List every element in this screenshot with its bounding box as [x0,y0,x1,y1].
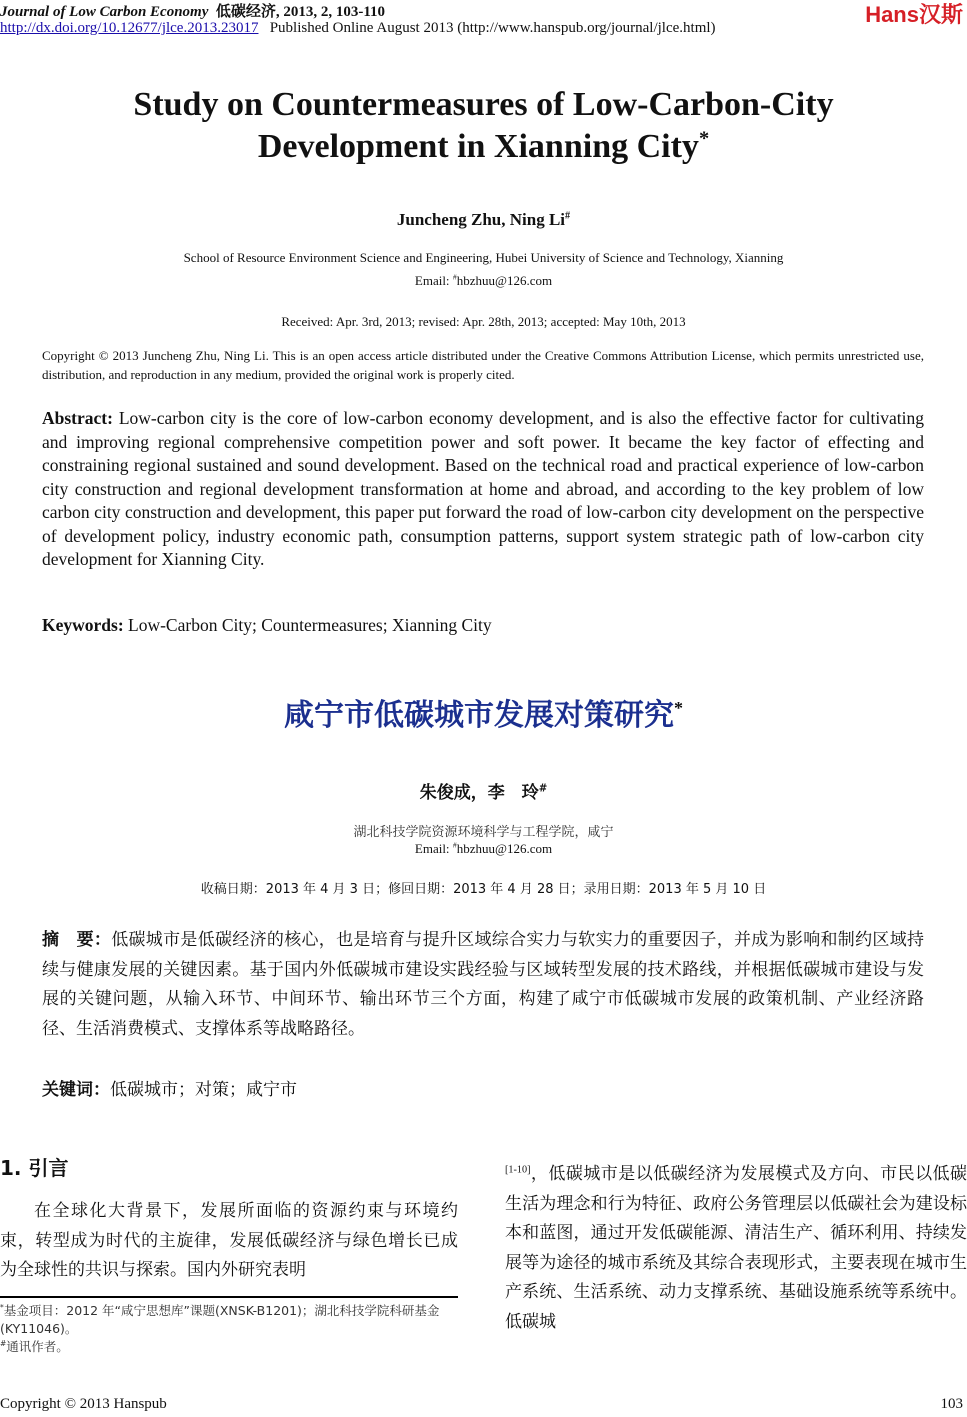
cn-title [0,690,967,734]
footnote-divider [0,1296,458,1298]
title-line2: Development in Xianning City [257,128,699,165]
cn-abstract-text: 低碳城市是低碳经济的核心，也是培育与提升区域综合实力与软实力的重要因子，并成为影响和制约区域持续与健康发展的关键因素。基于国内外低碳城市建设实践经验与区域转型发展的技术路线，并根据低碳城市建设与发展的关键问题，从输入环节、中间环节、输出环节三个方面，构建了咸宁市低碳城市发展的政策机制、产业经济路径、生活消费模式、支撑体系等战略路径。 [42,930,925,1039]
title-mark: * [698,127,710,150]
hans-logo [865,0,963,29]
journal-info: 低碳经济, 2013, 2, 103-110 [215,4,386,20]
doi-link[interactable]: http://dx.doi.org/10.12677/jlce.2013.23017 [0,20,259,36]
cn-author-mark: # [538,783,548,795]
email-label: Email: [414,273,453,288]
abstract-label: Abstract: [42,408,113,428]
page-number: 103 [940,1396,963,1412]
title-line1: Study on Countermeasures of Low-Carbon-City [133,86,834,123]
cn-email-label: Email: [414,841,453,856]
email-mark: # [452,272,457,282]
cn-email [0,841,967,857]
cn-keywords-label: 关键词： [42,1080,110,1100]
authors-text: Juncheng Zhu, Ning Li [396,210,566,229]
logo-en: Hans [865,2,919,27]
doi-line [0,20,716,37]
abstract-text: Low-carbon city is the core of low-carbon economy development, and is also the effective factor for cultivating and improving regional comprehensive competition power and soft power. It became the key factor of effecting and constraining regional sustained and sound development. Based on the technical road and practical experience of low-carbon city construction and regional development transformation at home and abroad, and according to the key problem of low carbon city construction and development, this paper put forward the road of low-carbon city development on the perspective of development policy, industry economic path, consumption patterns, support system strategic path of low-carbon city development for Xianning City. [42,408,925,569]
cn-email-address: hbzhuu@126.com [456,841,553,856]
author-mark: # [565,210,571,222]
cn-email-mark: # [452,840,457,850]
citation: [1-10] [505,1164,531,1176]
authors [0,210,967,230]
cn-authors-text: 朱俊成，李 玲 [419,783,539,803]
footnotes [0,1302,458,1356]
logo-cn: 汉斯 [918,3,963,28]
section-title: 1. 引言 [0,1156,69,1180]
abstract [42,407,924,572]
email [0,273,967,289]
keywords-label: Keywords: [42,615,124,635]
cn-authors [0,778,967,803]
footnote-corresponding [0,1338,458,1356]
journal-name: Journal of Low Carbon Economy [0,4,209,20]
cn-abstract-label: 摘 要： [42,930,112,950]
cn-title-mark: * [674,698,683,718]
published-info: Published Online August 2013 (http://www.hanspub.org/journal/jlce.html) [269,20,716,36]
footnote-mark2: # [0,1338,7,1348]
footnote2-text: 通讯作者。 [6,1339,69,1354]
affiliation: School of Resource Environment Science and Engineering, Hubei University of Science and Technology, Xianning [183,250,784,265]
received-dates: Received: Apr. 3rd, 2013; revised: Apr. 28th, 2013; accepted: May 10th, 2013 [281,314,686,329]
footnote-funding [0,1302,458,1338]
footnote1-text: 基金项目：2012 年“咸宁思想库”课题(XNSK-B1201)；湖北科技学院科研基金(KY11046)。 [0,1303,440,1336]
cn-keywords [42,1075,924,1100]
cn-dates: 收稿日期：2013 年 4 月 3 日；修回日期：2013 年 4 月 28 日；录用日期：2013 年 5 月 10 日 [200,882,767,897]
email-address: hbzhuu@126.com [456,273,553,288]
paper-title [0,84,967,168]
footnote-mark1: * [0,1302,4,1312]
keywords [42,615,924,636]
copyright-notice: Copyright © 2013 Juncheng Zhu, Ning Li. This is an open access article distributed under the Creative Commons Attribution License, which permits unrestricted use, distribution, and reproduction in any medium, provided the original work is properly cited. [42,348,924,382]
footer-copyright: Copyright © 2013 Hanspub [0,1396,167,1412]
cn-title-text: 咸宁市低碳城市发展对策研究 [284,698,674,733]
cn-abstract [42,926,924,1044]
right-column-paragraph [505,1160,967,1337]
journal-header [0,0,385,21]
left-column-paragraph: 在全球化大背景下，发展所面临的资源约束与环境约束，转型成为时代的主旋律，发展低碳经济与绿色增长已成为全球性的共识与探索。国内外研究表明 [0,1201,458,1280]
right-para-text: ，低碳城市是以低碳经济为发展模式及方向、市民以低碳生活为理念和行为特征、政府公务管理层以低碳社会为建设标本和蓝图，通过开发低碳能源、清洁生产、循环利用、持续发展等为途径的城市系统及其综合表现形式，主要表现在城市生产系统、生活系统、动力支撑系统、基础设施系统等系统中。低碳城 [505,1164,967,1332]
cn-affiliation: 湖北科技学院资源环境科学与工程学院，咸宁 [353,825,614,840]
keywords-text: Low-Carbon City; Countermeasures; Xianning City [128,615,492,635]
cn-keywords-text: 低碳城市；对策；咸宁市 [110,1080,297,1100]
